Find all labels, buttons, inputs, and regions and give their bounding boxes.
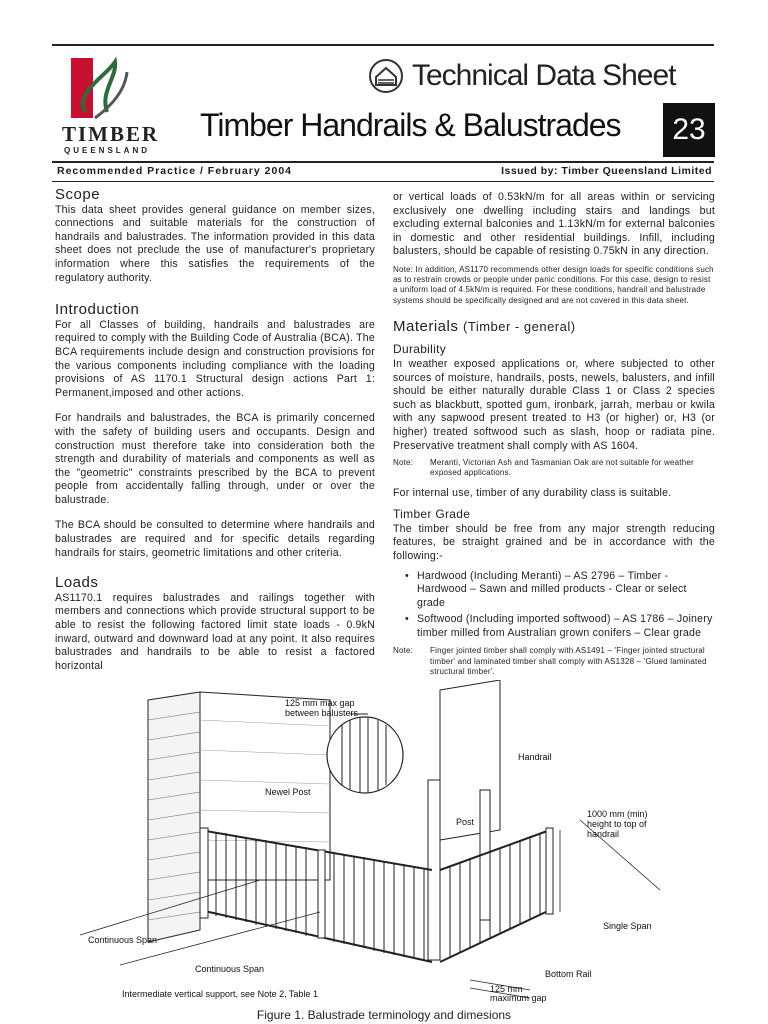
note-design-loads: Note: In addition, AS1170 recommends other design loads for specific conditions such as to restrain crowds or people under panic conditions. For this case, design to resist a uniform load of 4.5kN/m is required. For these conditions, handrail and balustrade systems should be specifically designed and are not covered in this data sheet. xyxy=(393,264,714,305)
brick-wall xyxy=(148,692,200,942)
note-finger-jointed xyxy=(393,646,715,677)
gap-detail-magnifier xyxy=(327,714,403,793)
label-post: Post xyxy=(456,817,475,827)
list-item: • Softwood (Including imported softwood) – AS 1786 – Joinery timber milled from Australian grown conifers – Clear grade xyxy=(405,613,715,640)
page-title: Timber Handrails & Balustrades xyxy=(200,107,621,143)
note-label: Note: xyxy=(393,458,414,468)
scope-paragraph: This data sheet provides general guidance on member sizes, connections and suitable materials for the construction of handrails and balustrades. The information provided in this data sheet does not preclude the use of manufacturer's proprietary information where this satisfies the requirements of the regulatory authority. xyxy=(55,203,375,284)
materials-heading xyxy=(393,317,715,335)
label-handrail: Handrail xyxy=(518,752,552,762)
label-bottom-rail: Bottom Rail xyxy=(545,969,592,979)
label-gap-1: 125 mm max gap xyxy=(285,698,355,708)
bottom-rail-right xyxy=(440,910,550,962)
back-wall xyxy=(200,692,330,880)
practice-date: Recommended Practice / February 2004 xyxy=(57,165,293,177)
label-gap-4: maximum gap xyxy=(490,993,547,1003)
doc-type-title: Technical Data Sheet xyxy=(412,59,676,92)
bottom-rail-left xyxy=(200,910,432,962)
introduction-heading: Introduction xyxy=(55,301,140,319)
loads-paragraph: AS1170.1 requires balustrades and railings together with members and connections which provide structural support to be able to resist the following factored limit state loads - 0.9kN inward, outward and downward load at any point. It also requires balustrades and handrails to be able to resist a factored horizontal xyxy=(55,591,375,672)
end-post xyxy=(546,828,553,914)
label-intermediate-support: Intermediate vertical support, see Note 2, Table 1 xyxy=(122,989,318,999)
left-column xyxy=(55,188,375,685)
grade-list xyxy=(393,570,715,641)
figure-caption: Figure 1. Balustrade terminology and dimesions xyxy=(256,1008,512,1022)
top-rule xyxy=(52,44,714,46)
intro-paragraph-2: For handrails and balustrades, the BCA is primarily concerned with the safety of building users and occupants. Design and construction must therefore take into consideration both the strength and durability of materials and components as well as the "geometric" constraints prescribed by the BCA to prevent people from accidentally falling through, under or over the balustrade. xyxy=(55,412,375,506)
logo-subtitle: QUEENSLAND xyxy=(64,146,151,155)
durability-paragraph: In weather exposed applications or, where subjected to other sources of moisture, handrails, posts, newels, balusters, and infill should be either naturally durable Class 1 or Class 2 species such as blackbutt, spotted gum, ironbark, jarrah, merbau or kwila with any sapwood present treated to H3 (or higher) or, H3 (or higher) treated softwood such as slash, hoop or radiata pine. Preservative treatment shall comply with AS 1604. xyxy=(393,357,715,452)
label-continuous-span-2: Continuous Span xyxy=(195,964,265,974)
timber-grade-paragraph: The timber should be free from any major strength reducing features, be straight grained and be in accordance with the following:- xyxy=(393,522,715,562)
balusters-right xyxy=(450,834,540,957)
doc-type-heading xyxy=(368,58,676,94)
intro-paragraph-1: For all Classes of building, handrails and balustrades are required to comply with the Building Code of Australia (BCA). The BCA requirements include design and construction provisions for the various components including compliance with the loading provisions of AS 1170.1 Structural design actions Part 1: Permanent,imposed and other actions. xyxy=(55,318,375,399)
note-text: Meranti, Victorian Ash and Tasmanian Oak are not suitable for weather exposed applications. xyxy=(430,458,694,478)
label-newel-post: Newel Post xyxy=(265,787,311,797)
label-gap-3: 125 mm xyxy=(490,984,523,994)
loads-continued-paragraph: or vertical loads of 0.53kN/m for all areas within or servicing exclusively one dwelling including stairs and landings but excluding external balconies and 1.13kN/m for external balconies in domestic and other residential buildings. Infill, including balusters, should be capable of resisting 0.75kN in any direction. xyxy=(393,191,715,258)
durability-heading: Durability xyxy=(393,342,447,357)
intro-paragraph-3: The BCA should be consulted to determine where handrails and balustrades are required and for specific details regarding handrails for stairs, geometric limitations and other criteria. xyxy=(55,519,375,559)
scope-heading: Scope xyxy=(55,186,101,203)
intermediate-support xyxy=(318,850,325,938)
right-wall xyxy=(440,680,500,840)
header-rule xyxy=(52,161,714,163)
materials-subtitle: (Timber - general) xyxy=(463,318,576,334)
balustrade-figure xyxy=(60,680,680,1008)
note-label: Note: xyxy=(393,646,414,656)
label-continuous-span-1: Continuous Span xyxy=(88,935,158,945)
sheet-number-badge: 23 xyxy=(663,103,715,157)
label-height-3: handrail xyxy=(587,829,620,839)
handrail-left xyxy=(200,830,432,870)
label-single-span: Single Span xyxy=(603,921,652,931)
label-height-2: height to top of xyxy=(587,819,647,829)
meta-rule xyxy=(52,181,714,182)
internal-use-paragraph: For internal use, timber of any durability class is suitable. xyxy=(393,486,672,499)
label-gap-2: between balusters xyxy=(285,708,359,718)
timber-grade-heading: Timber Grade xyxy=(393,507,471,522)
note-text: Finger jointed timber shall comply with AS1491 – 'Finger jointed structural timber' and laminated timber shall comply with AS1328 – 'Glued laminated structural timber'. xyxy=(430,646,707,676)
note-meranti xyxy=(393,458,715,478)
right-column xyxy=(393,191,715,685)
wall-cladding-lines xyxy=(200,720,330,842)
house-emblem-icon xyxy=(368,58,404,94)
list-item: • Hardwood (Including Meranti) – AS 2796 – Timber - Hardwood – Sawn and milled products - Clear or select grade xyxy=(405,570,715,611)
label-height-1: 1000 mm (min) xyxy=(587,809,648,819)
newel-post xyxy=(200,828,208,918)
handrail-right xyxy=(440,830,550,870)
materials-title: Materials xyxy=(393,317,459,335)
loads-heading: Loads xyxy=(55,574,99,592)
issued-by: Issued by: Timber Queensland Limited xyxy=(501,165,712,177)
logo-word: TIMBER xyxy=(62,122,160,146)
